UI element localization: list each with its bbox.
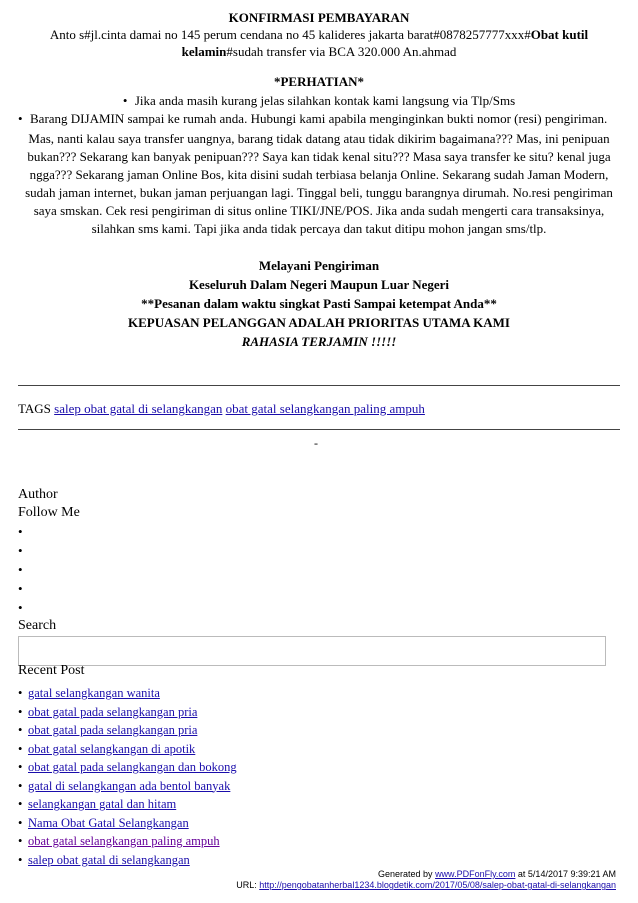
example-suffix: #sudah transfer via BCA 320.000 An.ahmad — [226, 44, 457, 59]
recent-heading: Recent Post — [18, 663, 85, 678]
list-item — [18, 777, 237, 796]
search-input[interactable] — [18, 636, 606, 666]
list-item — [18, 684, 237, 703]
tags-label: TAGS — [18, 401, 51, 416]
example-prefix: Anto s#jl.cinta damai no 145 perum cendana no 45 kalideres jakarta barat#0878257777xxx# — [49, 27, 531, 42]
social-bullet[interactable]: • — [18, 562, 23, 577]
confirmation-section — [18, 10, 620, 351]
notice-paragraph: Mas, nanti kalau saya transfer uangnya, barang tidak datang atau tidak dikirim bagaimana??? Mas, ini penipuan bukan??? Sekarang kan banyak penipuan??? Saya kan tidak kenal situ??? Masa saya transfer ke situ? kenal juga ngga??? Sekarang jaman Online Bos, kita disini sudah terbiasa belanja Online. Sekarang sudah Jaman Modern, sudah jaman internet, bukan jaman perjuangan lagi. Tinggal beli, tunggu barangnya dirumah. No.resi pengiriman saya smskan. Cek resi pengiriman di situs online TIKI/JNE/POS. Jika anda sudah mengerti cara transaksinya, silahkan sms kami. Tapi jika anda tidak percaya dan takut ditipu mohon jangan sms/tlp. — [25, 131, 613, 236]
recent-post-link[interactable]: gatal di selangkangan ada bentol banyak — [28, 778, 231, 793]
shipping-line: KEPUASAN PELANGGAN ADALAH PRIORITAS UTAMA KAMI — [128, 315, 510, 330]
list-item — [18, 814, 237, 833]
url-label: URL: — [236, 880, 260, 890]
confirmation-heading: KONFIRMASI PEMBAYARAN — [228, 10, 410, 25]
recent-post-list — [18, 684, 237, 869]
shipping-line: Keseluruh Dalam Negeri Maupun Luar Negeri — [188, 277, 450, 292]
recent-post-link[interactable]: obat gatal pada selangkangan dan bokong — [28, 760, 237, 774]
divider — [18, 385, 620, 386]
shipping-line: **Pesanan dalam waktu singkat Pasti Sampai ketempat Anda** — [141, 296, 497, 311]
recent-post-link[interactable]: Nama Obat Gatal Selangkangan — [28, 815, 189, 830]
divider — [18, 429, 620, 430]
shipping-line: RAHASIA TERJAMIN !!!!! — [241, 334, 397, 349]
source-url-link[interactable]: http://pengobatanherbal1234.blogdetik.com/2017/05/08/salep-obat-gatal-di-selangkangan — [259, 880, 616, 890]
shipping-section — [18, 256, 620, 351]
list-item — [18, 851, 237, 870]
tag-link[interactable]: obat gatal selangkangan paling ampuh — [225, 401, 425, 416]
social-bullet[interactable]: • — [18, 524, 23, 539]
notice-bullet: • Jika anda masih kurang jelas silahkan kontak kami langsung via Tlp/Sms — [123, 92, 515, 110]
url-line — [236, 880, 616, 891]
notice-list — [18, 92, 620, 128]
recent-post-link[interactable]: selangkangan gatal dan hitam — [28, 797, 177, 811]
recent-post-link[interactable]: salep obat gatal di selangkangan — [28, 852, 190, 867]
recent-post-link[interactable]: obat gatal pada selangkangan pria — [28, 723, 198, 737]
recent-post-link[interactable]: obat gatal pada selangkangan pria — [28, 704, 198, 719]
list-item — [18, 740, 237, 759]
example-product: Obat kutil kelamin — [181, 27, 589, 59]
list-item — [18, 795, 237, 814]
recent-post-link[interactable]: gatal selangkangan wanita — [28, 686, 160, 700]
notice-bullet: • Barang DIJAMIN sampai ke rumah anda. Hubungi kami apabila menginginkan bukti nomor (resi) pengiriman. — [18, 110, 620, 128]
notice-heading: *PERHATIAN* — [273, 74, 365, 89]
list-item — [18, 832, 237, 851]
shipping-line: Melayani Pengiriman — [258, 258, 380, 273]
author-heading: Author — [18, 487, 58, 502]
separator-dash: - — [314, 436, 318, 450]
social-bullet[interactable]: • — [18, 600, 23, 615]
social-bullet[interactable]: • — [18, 543, 23, 558]
search-heading: Search — [18, 618, 57, 633]
confirmation-example — [18, 26, 620, 60]
generator-link[interactable]: www.PDFonFly.com — [435, 869, 516, 879]
follow-heading: Follow Me — [18, 505, 80, 520]
generated-suffix: at 5/14/2017 9:39:21 AM — [515, 869, 616, 879]
list-item — [18, 758, 237, 777]
pdf-footer — [236, 869, 616, 891]
social-bullet[interactable]: • — [18, 581, 23, 596]
generated-prefix: Generated by — [378, 869, 436, 879]
generated-line — [236, 869, 616, 880]
tag-link[interactable]: salep obat gatal di selangkangan — [54, 401, 223, 416]
list-item — [18, 721, 237, 740]
tags-row — [18, 401, 425, 417]
list-item — [18, 703, 237, 722]
recent-post-link[interactable]: obat gatal selangkangan di apotik — [28, 741, 196, 756]
recent-post-link[interactable]: obat gatal selangkangan paling ampuh — [28, 834, 220, 848]
